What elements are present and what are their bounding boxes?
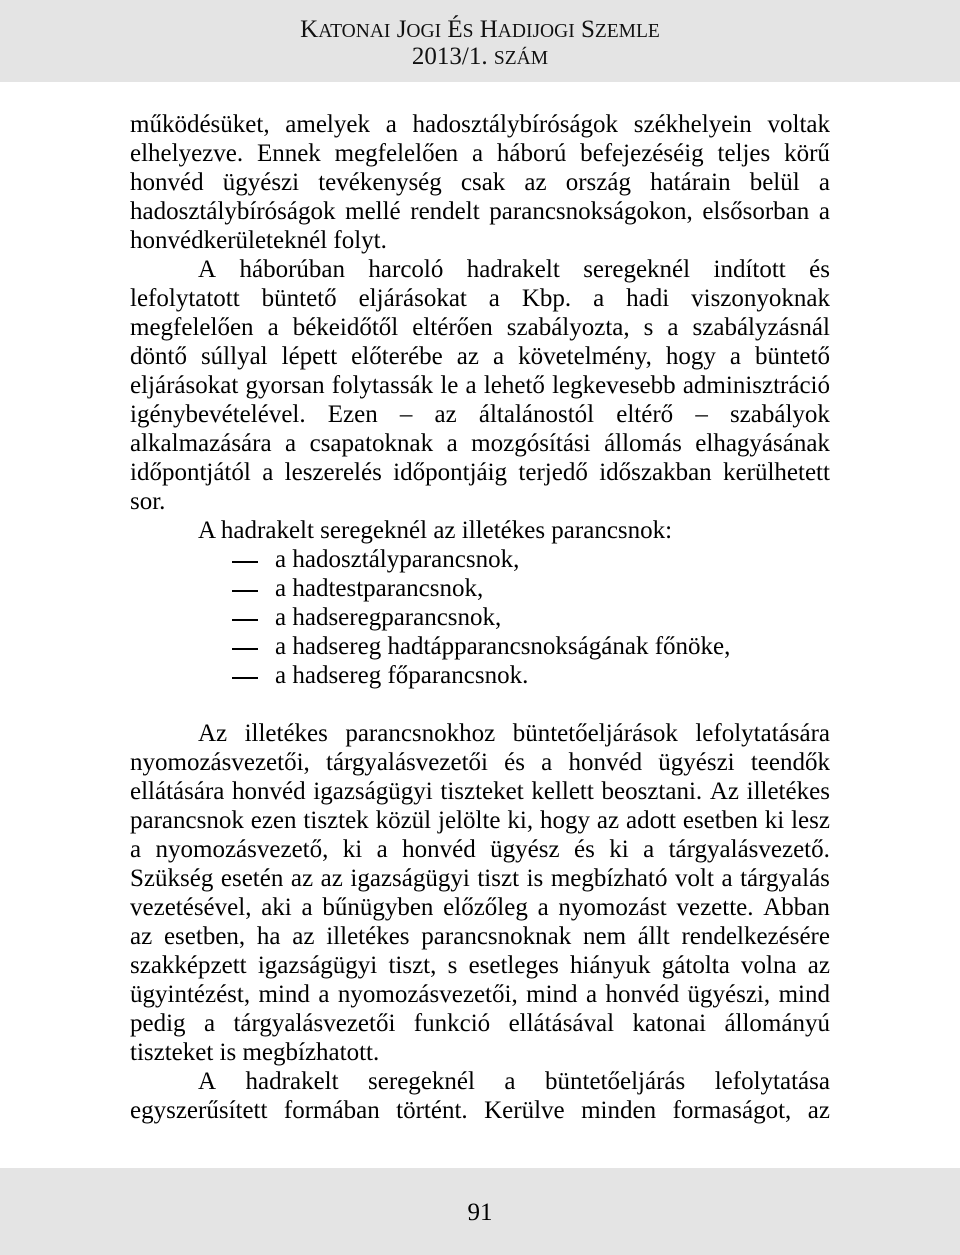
word: tisztek [303, 807, 369, 834]
word: honvéd [605, 981, 680, 1008]
text-line [130, 255, 830, 284]
word: parancsnoknak [421, 923, 572, 950]
word: büntetőeljárások [512, 720, 678, 747]
word: honvéd [130, 169, 204, 196]
word: a [385, 111, 397, 138]
word: ügyész [490, 836, 560, 863]
word: szabályozta, [506, 314, 630, 341]
text-line: honvédkerületeknél folyt. [130, 227, 387, 254]
word: az [807, 952, 830, 979]
dash-bullet-icon [232, 677, 258, 679]
word: ügyészi [222, 169, 300, 196]
text-line [130, 835, 830, 864]
paragraph [130, 110, 830, 255]
word: a [472, 140, 484, 167]
word: tárgyalásvezetői [326, 749, 488, 776]
word: illetékes [244, 720, 328, 747]
word: az [596, 807, 620, 834]
word: voltak [767, 111, 830, 138]
word: a [446, 430, 458, 457]
text-line [130, 371, 830, 400]
word: rendelkezésére [681, 923, 830, 950]
word: időpontjától [130, 459, 251, 486]
text-line [130, 400, 830, 429]
text-line [130, 951, 830, 980]
word: ki [342, 836, 363, 863]
list-item [130, 574, 830, 603]
word: aki [261, 894, 292, 921]
word: eljárásokat [130, 372, 239, 399]
word: teendők [750, 749, 830, 776]
word: az [130, 923, 153, 950]
word: parancsnokságokon, [489, 198, 693, 225]
word: állomás [604, 430, 682, 457]
text-line [130, 139, 830, 168]
word: harcoló [368, 256, 444, 283]
list-item [130, 632, 830, 661]
word: legkevesebb [552, 372, 676, 399]
word: megfelelően [130, 314, 254, 341]
list-item-text: a hadsereg hadtápparancsnokságának főnöke, [275, 633, 731, 660]
word: jelölte [438, 807, 501, 834]
word: minden [581, 1097, 657, 1124]
word: és [574, 836, 595, 863]
word: tárgyalásvezetői [233, 1010, 396, 1037]
word: a [376, 836, 388, 863]
text-line [130, 1096, 830, 1125]
word: az [807, 1097, 830, 1124]
word: Kbp. [521, 285, 572, 312]
word: nem [583, 923, 627, 950]
word: nyomozásvezetői, [130, 749, 310, 776]
word: indított [713, 256, 786, 283]
word: eltérően [412, 314, 493, 341]
blank-line [130, 690, 830, 719]
word: a [593, 285, 605, 312]
word: le [440, 372, 459, 399]
word: állt [637, 923, 670, 950]
word: büntető [261, 285, 337, 312]
word: tiszt, [388, 952, 437, 979]
word: funkció [413, 1010, 491, 1037]
word: a [267, 314, 279, 341]
text-line [130, 980, 830, 1009]
word: az [456, 343, 479, 370]
word: Az [198, 720, 228, 747]
text-line [130, 313, 830, 342]
word: ellátására [130, 778, 225, 805]
word: működésüket, [130, 111, 270, 138]
word: a [504, 1068, 516, 1095]
word: ország [565, 169, 631, 196]
word: a [818, 169, 830, 196]
word: folytassák [331, 372, 434, 399]
word: teljes [717, 140, 771, 167]
text-line: tiszteket is megbízhatott. [130, 1039, 380, 1066]
issue-number: 2013/1. SZÁM [411, 43, 549, 70]
word: kellett [531, 778, 594, 805]
word: büntető [754, 343, 830, 370]
word: a [318, 981, 330, 1008]
word: terjedő [518, 459, 588, 486]
word: lefolytatására [695, 720, 830, 747]
word: közül [375, 807, 432, 834]
text-line: A hadrakelt seregeknél az illetékes parancsnok: [198, 517, 673, 544]
paragraph [130, 719, 830, 1067]
word: parancsnokhoz [345, 720, 496, 747]
dash-bullet-icon [232, 590, 258, 592]
word: állományú [724, 1010, 830, 1037]
text-line [130, 922, 830, 951]
word: ügyintézést, [130, 981, 251, 1008]
small-caps-run: ZEMLE [594, 21, 660, 42]
paragraph [130, 255, 830, 516]
word: A [198, 256, 217, 283]
word: elhelyezve. [130, 140, 244, 167]
journal-title: KATONAI JOGI ÉS HADIJOGI SZEMLE [300, 16, 660, 43]
word: mellé [345, 198, 401, 225]
word: az [292, 923, 315, 950]
word: a [667, 314, 679, 341]
word: a [729, 343, 741, 370]
word: és [504, 749, 525, 776]
word: szakképzett [130, 952, 247, 979]
text-line [130, 197, 830, 226]
word: s [643, 314, 654, 341]
small-caps-run: ATONAI [318, 21, 391, 42]
word: a [203, 1010, 216, 1037]
word: volna [741, 952, 797, 979]
word: megbízható [550, 865, 668, 892]
word: honvéd [402, 836, 476, 863]
word: háborúban [239, 256, 345, 283]
word: a [585, 981, 598, 1008]
small-caps-run: ADIJOGI [497, 21, 575, 42]
word: formaságot, [672, 1097, 792, 1124]
word: székhelyein [633, 111, 752, 138]
word: hiányuk [570, 952, 651, 979]
word: ha [256, 923, 281, 950]
word: ezen [250, 807, 297, 834]
word: a [488, 285, 500, 312]
word: békeidőtől [292, 314, 399, 341]
word: büntetőeljárás [545, 1068, 686, 1095]
text-line [130, 168, 830, 197]
word: Az [709, 778, 739, 805]
text-line [130, 1009, 830, 1038]
word: rendelt [410, 198, 480, 225]
word: is [526, 865, 544, 892]
page-header [0, 0, 960, 82]
word: előterébe [351, 343, 443, 370]
word: gyorsan [245, 372, 325, 399]
word: lefolytatott [130, 285, 240, 312]
word: háború [496, 140, 567, 167]
word: az [290, 865, 314, 892]
text-line [130, 110, 830, 139]
word: a [721, 865, 733, 892]
word: a [465, 372, 477, 399]
word: parancsnok [130, 807, 244, 834]
text-line: sor. [130, 488, 166, 515]
text-line [130, 342, 830, 371]
word: nyomozásvezető, [155, 836, 329, 863]
word: időszakban [599, 459, 712, 486]
word: a [130, 836, 142, 863]
word: lefolytatása [714, 1068, 830, 1095]
word: tevékenység [318, 169, 442, 196]
word: mozgósítási [471, 430, 591, 457]
text-line [130, 748, 830, 777]
word: a [301, 894, 313, 921]
word: az [320, 865, 343, 892]
dash-bullet-icon [232, 561, 258, 563]
word: tárgyalásvezető. [668, 836, 830, 863]
word: az [434, 401, 457, 428]
text-line [130, 1067, 830, 1096]
text-line [130, 893, 830, 922]
list-item-text: a hadseregparancsnok, [275, 604, 502, 631]
word: lépett [281, 343, 338, 370]
word: katonai [632, 1010, 707, 1037]
word: beosztani. [601, 778, 703, 805]
word: a [492, 343, 505, 370]
text-line [130, 777, 830, 806]
word: esetleges [468, 952, 559, 979]
word: csak [460, 169, 506, 196]
word: történt. [396, 1097, 468, 1124]
small-caps-run: S [462, 21, 474, 42]
word: szabályzásnál [692, 314, 830, 341]
page-number: 91 [467, 1199, 493, 1226]
word: csapatoknak [309, 430, 434, 457]
word: befejezéséig [580, 140, 704, 167]
list-item [130, 603, 830, 632]
word: az [524, 169, 547, 196]
word: alkalmazására [130, 430, 272, 457]
word: igazságügyi [350, 865, 470, 892]
word: nyomozásvezetői, [337, 981, 518, 1008]
word: esetén [220, 865, 284, 892]
word: nyomozást [558, 894, 667, 921]
word: igénybevételével. [130, 401, 306, 428]
text-line [130, 458, 830, 487]
word: mind [778, 981, 830, 1008]
word: s [447, 952, 458, 979]
word: seregeknél [368, 1068, 475, 1095]
word: hadrakelt [466, 256, 560, 283]
word: – [695, 401, 708, 428]
word: lesz [791, 807, 830, 834]
word: kerülhetett [723, 459, 830, 486]
word: tiszt [477, 865, 520, 892]
word: pedig [130, 1010, 186, 1037]
text-line [130, 806, 830, 835]
word: honvéd [232, 778, 306, 805]
paragraph [130, 1067, 830, 1125]
word: és [809, 256, 830, 283]
word: tárgyalás [740, 865, 830, 892]
word: ki [609, 836, 629, 863]
word: hadi [626, 285, 670, 312]
word: körű [784, 140, 830, 167]
word: leszerelés [284, 459, 382, 486]
word: megfelelően [334, 140, 459, 167]
word: Ennek [256, 140, 321, 167]
word: illetékes [326, 923, 410, 950]
word: a [818, 198, 830, 225]
word: formában [283, 1097, 380, 1124]
word: egyszerűsített [130, 1097, 268, 1124]
word: vezette. [676, 894, 754, 921]
list-item-text: a hadosztályparancsnok, [275, 546, 520, 573]
word: a [541, 749, 553, 776]
word: illetékes [746, 778, 830, 805]
word: Szükség [130, 865, 214, 892]
word: hogy [539, 807, 590, 834]
word: – [399, 401, 413, 428]
word: ellátásával [508, 1010, 615, 1037]
word: adott [625, 807, 676, 834]
word: seregeknél [583, 256, 691, 283]
dash-list [130, 545, 830, 690]
text-line [130, 719, 830, 748]
article-body [130, 110, 830, 1125]
word: időpontjáig [393, 459, 508, 486]
dash-bullet-icon [232, 619, 258, 621]
word: vezetésével, [130, 894, 252, 921]
small-caps-run: SZÁM [493, 48, 549, 69]
word: hadosztálybíróságok [130, 198, 336, 225]
list-item [130, 545, 830, 574]
text-line [130, 864, 830, 893]
text-line [130, 284, 830, 313]
word: hogy [665, 343, 716, 370]
list-item-text: a hadtestparancsnok, [275, 575, 484, 602]
word: lehető [483, 372, 545, 399]
word: a [643, 836, 655, 863]
small-caps-run: OGI [406, 21, 442, 42]
word: igazságügyi [313, 778, 433, 805]
word: volt [675, 865, 714, 892]
word: a [285, 430, 297, 457]
word: a [537, 894, 549, 921]
word: határain [650, 169, 731, 196]
word: mind [258, 981, 310, 1008]
word: követelmény, [518, 343, 652, 370]
list-item-text: a hadsereg főparancsnok. [275, 662, 529, 689]
word: ügyészi [658, 749, 735, 776]
dash-bullet-icon [232, 648, 258, 650]
word: bűnügyben [322, 894, 434, 921]
word: gátolta [661, 952, 730, 979]
word: viszonyoknak [691, 285, 830, 312]
text-line [130, 429, 830, 458]
word: Kerülve [484, 1097, 565, 1124]
word: eljárásokat [358, 285, 467, 312]
word: A [198, 1068, 217, 1095]
word: Abban [763, 894, 830, 921]
word: a [262, 459, 274, 486]
word: mind [526, 981, 578, 1008]
list-item [130, 661, 830, 690]
word: előzőleg [443, 894, 528, 921]
word: esetben [682, 807, 758, 834]
word: igazságügyi [257, 952, 378, 979]
word: amelyek [285, 111, 370, 138]
word: belül [749, 169, 800, 196]
word: általánostól [478, 401, 595, 428]
word: elsősorban [702, 198, 810, 225]
word: adminisztráció [682, 372, 830, 399]
word: tiszteket [440, 778, 524, 805]
word: döntő [130, 343, 187, 370]
word: ügyészi, [687, 981, 771, 1008]
word: eltérő [616, 401, 674, 428]
word: elhagyásának [695, 430, 830, 457]
word: ki, [507, 807, 534, 834]
word: hadrakelt [245, 1068, 339, 1095]
word: honvéd [568, 749, 643, 776]
word: ki [764, 807, 785, 834]
paragraph [130, 516, 830, 545]
word: hadosztálybíróságok [412, 111, 619, 138]
word: Ezen [327, 401, 378, 428]
word: súllyal [200, 343, 268, 370]
word: esetben, [163, 923, 246, 950]
word: szabályok [729, 401, 830, 428]
